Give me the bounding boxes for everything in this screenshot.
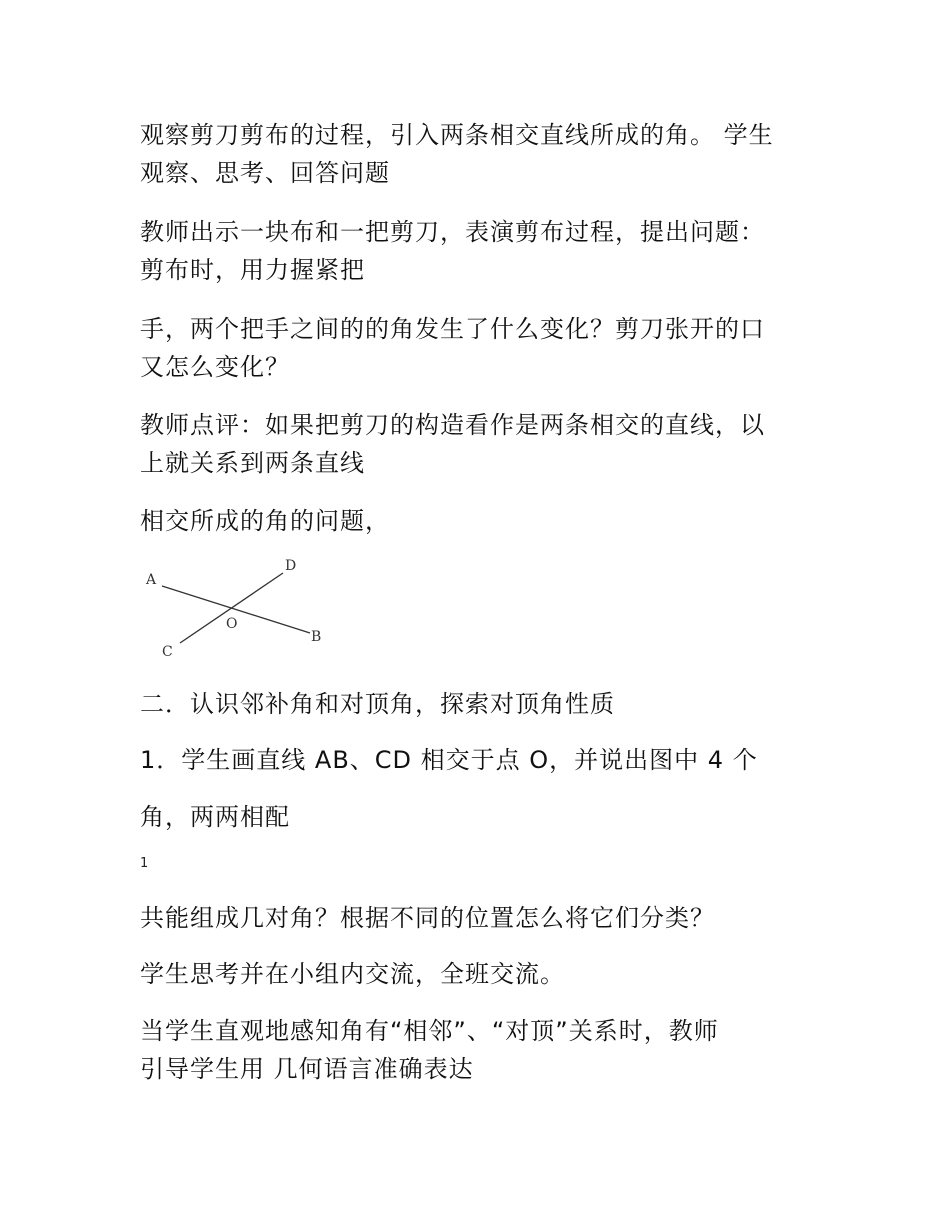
line-cd <box>180 573 283 643</box>
label-c: C <box>162 644 173 660</box>
paragraph-1 <box>140 116 820 192</box>
paragraph-2 <box>140 213 820 289</box>
text-line: 上就关系到两条直线 <box>140 449 365 477</box>
text-line: 共能组成几对角？根据不同的位置怎么将它们分类？ <box>140 904 715 932</box>
text-line: 教师点评：如果把剪刀的构造看作是两条相交的直线，以 <box>140 411 765 439</box>
text-line: 引导学生用 几何语言准确表达 <box>140 1055 474 1083</box>
label-a: A <box>146 572 157 588</box>
text-line: 当学生直观地感知角有“相邻”、“对顶”关系时，教师 <box>140 1017 719 1045</box>
intersecting-lines-diagram <box>140 553 340 663</box>
text-line: 角，两两相配 <box>140 803 290 831</box>
text-line: 手，两个把手之间的的角发生了什么变化？剪刀张开的口 <box>140 315 765 343</box>
paragraph-10 <box>140 1012 820 1088</box>
label-b: B <box>311 629 322 645</box>
text-line: 又怎么变化？ <box>140 353 290 381</box>
text-line: 二．认识邻补角和对顶角，探索对顶角性质 <box>140 690 615 718</box>
text-line: 学生思考并在小组内交流，全班交流。 <box>140 960 565 988</box>
text-line: 观察剪刀剪布的过程，引入两条相交直线所成的角。 学生 <box>140 121 774 149</box>
paragraph-9 <box>140 955 820 993</box>
paragraph-6 <box>140 741 820 779</box>
paragraph-8 <box>140 899 820 937</box>
text-line: 观察、思考、回答问题 <box>140 159 390 187</box>
paragraph-3 <box>140 310 820 386</box>
section-heading <box>140 685 820 723</box>
label-d: D <box>285 558 297 574</box>
text-line: 1．学生画直线 AB、CD 相交于点 O，并说出图中 4 个 <box>140 746 758 774</box>
paragraph-7 <box>140 798 820 836</box>
page-number: 1 <box>140 856 149 871</box>
paragraph-4 <box>140 406 820 482</box>
paragraph-5 <box>140 502 820 540</box>
label-o: O <box>226 616 238 632</box>
text-line: 教师出示一块布和一把剪刀，表演剪布过程，提出问题： <box>140 218 765 246</box>
intersecting-lines-figure <box>140 553 340 663</box>
text-line: 剪布时，用力握紧把 <box>140 256 365 284</box>
text-line: 相交所成的角的问题， <box>140 507 390 535</box>
